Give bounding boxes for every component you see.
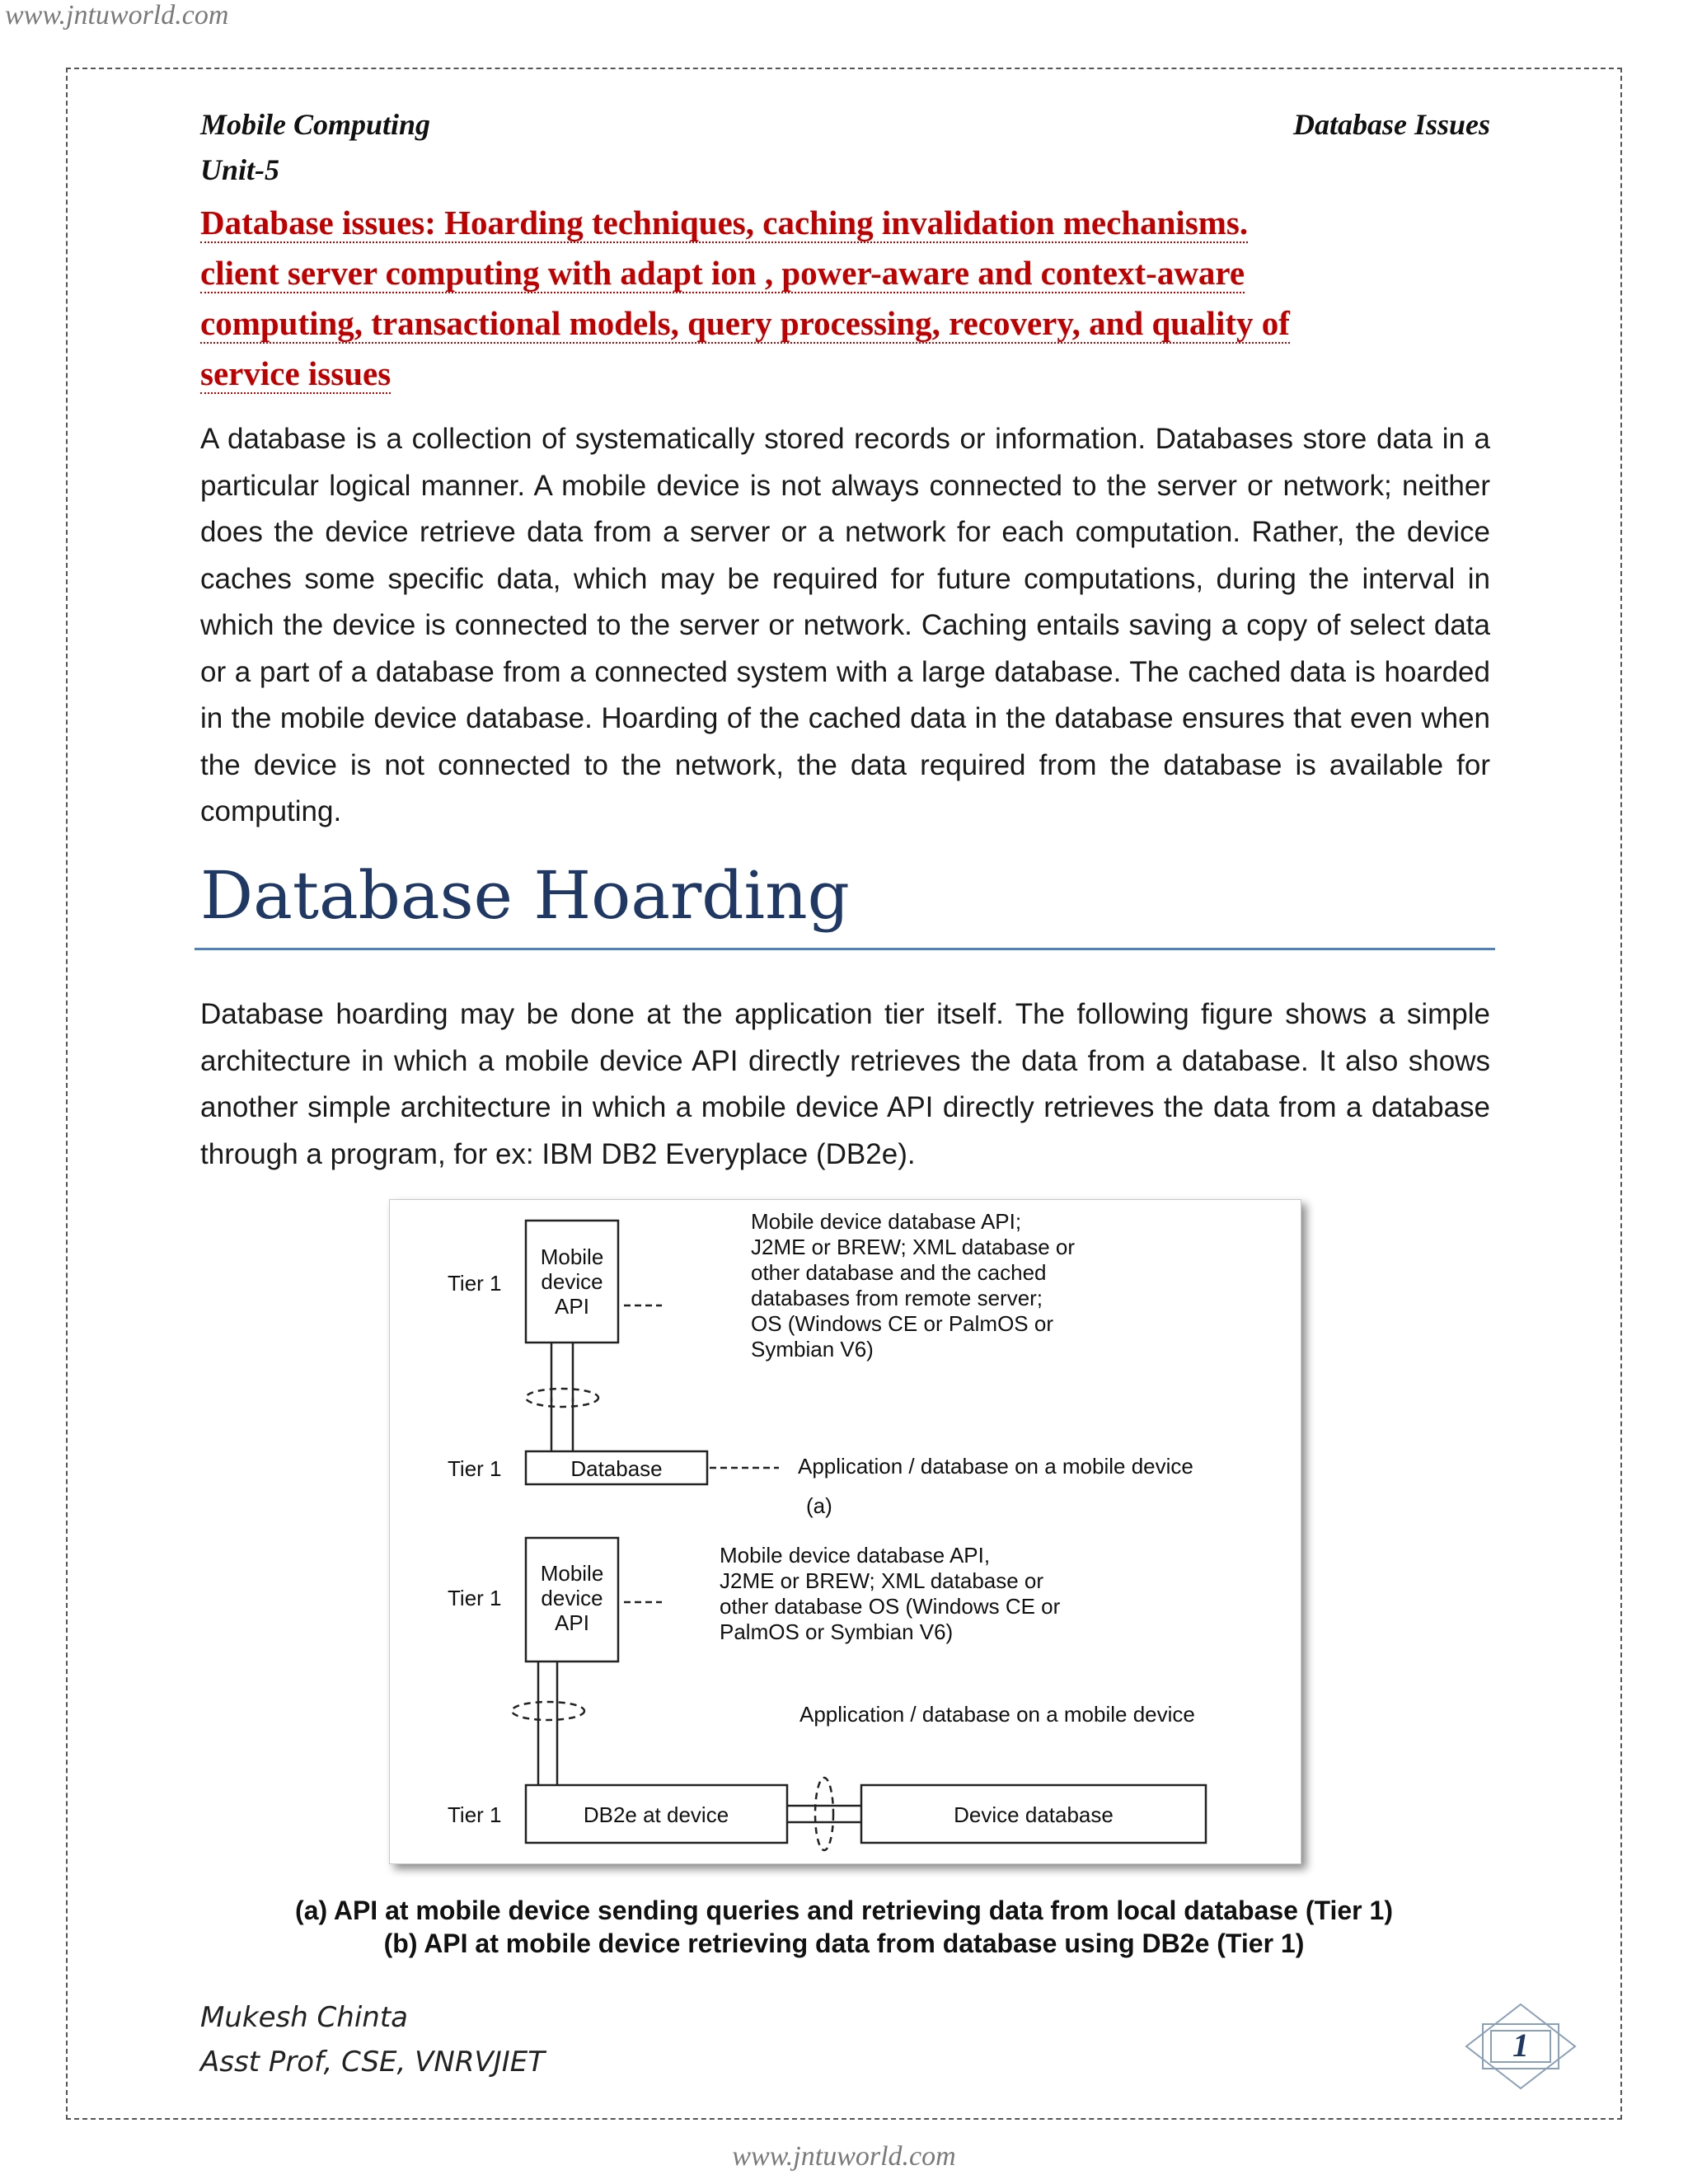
syllabus-line: computing, transactional models, query processing, recovery, and quality of: [200, 304, 1290, 342]
figure-a-tier-bottom: Tier 1: [448, 1456, 502, 1481]
figure-b-note-line: PalmOS or Symbian V6): [720, 1619, 954, 1644]
figure-a-api-line: Mobile: [540, 1244, 604, 1269]
page-number-badge: [1463, 2001, 1578, 2092]
heading-rule: [195, 948, 1495, 950]
syllabus-block: [200, 198, 1490, 399]
syllabus-line: Database issues: Hoarding techniques, caching invalidation mechanisms.: [200, 204, 1249, 241]
figure-b-note-line: J2ME or BREW; XML database or: [720, 1568, 1044, 1593]
figure-b-note-line: Mobile device database API,: [720, 1543, 991, 1568]
figure-b-db2e-label: DB2e at device: [583, 1802, 729, 1827]
figure-b-api-line: Mobile: [540, 1561, 604, 1586]
header-topic: Database Issues: [1292, 108, 1490, 141]
figure-b-api-line: API: [555, 1610, 589, 1635]
figure-b-tier-bottom: Tier 1: [448, 1802, 502, 1827]
header-unit: Unit-5: [200, 153, 280, 186]
hoarding-paragraph: Database hoarding may be done at the application tier itself. The following figure shows a simple architecture in which a mobile device API directly retrieves the data from a database. It also shows another simple architecture in which a mobile device API directly retrieves the data from a database through a program, for ex: IBM DB2 Everyplace (DB2e).: [200, 998, 1490, 1170]
figure-caption-a: (a) API at mobile device sending queries and retrieving data from local database (Tier 1): [295, 1896, 1393, 1925]
figure-a-api-line: device: [541, 1269, 603, 1294]
page-number: 1: [1512, 2027, 1529, 2064]
figure-a-label: (a): [806, 1493, 832, 1518]
figure-a-tier-top: Tier 1: [448, 1271, 502, 1296]
figure-caption-b: (b) API at mobile device retrieving data from database using DB2e (Tier 1): [383, 1929, 1305, 1958]
syllabus-line: client server computing with adapt ion , power-aware and context-aware: [200, 254, 1245, 292]
header-course: Mobile Computing: [200, 108, 431, 141]
watermark-top: www.jntuworld.com: [5, 0, 229, 30]
figure-a-note-line: Mobile device database API;: [751, 1209, 1022, 1234]
figure-a-api-line: API: [555, 1294, 589, 1319]
figure-a-note-line: Symbian V6): [751, 1337, 874, 1361]
syllabus-line: service issues: [200, 354, 392, 392]
figure-a-note-line: other database and the cached: [751, 1260, 1047, 1285]
figure-a-db-note: Application / database on a mobile device: [798, 1454, 1193, 1479]
figure-b-tier-top: Tier 1: [448, 1586, 502, 1610]
footer-role: Asst Prof, CSE, VNRVJIET: [200, 2046, 546, 2079]
architecture-figure: [389, 1199, 1301, 1864]
footer-author: Mukesh Chinta: [200, 2001, 409, 2034]
figure-a-note-line: OS (Windows CE or PalmOS or: [751, 1311, 1053, 1336]
section-heading: Database Hoarding: [200, 857, 850, 934]
watermark-bottom: www.jntuworld.com: [732, 2141, 956, 2172]
figure-b-device-db-label: Device database: [954, 1802, 1114, 1827]
intro-paragraph: A database is a collection of systematically stored records or information. Databases store data in a particular logical manner. A mobile device is not always connected to the server or network; neither does the device retrieve data from a server or a network for each computation. Rather, the device caches some specific data, which may be required for future computations, during the interval in which the device is connected to the server or network. Caching entails saving a copy of select data or a part of a database from a connected system with a large database. The cached data is hoarded in the mobile device database. Hoarding of the cached data in the database ensures that even when the device is not connected to the network, the data required from the database is available for computing.: [200, 423, 1490, 827]
figure-b-api-line: device: [541, 1586, 603, 1610]
figure-b-note-line: other database OS (Windows CE or: [720, 1594, 1061, 1619]
figure-a-note-line: databases from remote server;: [751, 1286, 1043, 1310]
figure-a-database-label: Database: [570, 1456, 663, 1481]
figure-b-app-note: Application / database on a mobile device: [799, 1702, 1195, 1727]
figure-a-note-line: J2ME or BREW; XML database or: [751, 1235, 1076, 1259]
